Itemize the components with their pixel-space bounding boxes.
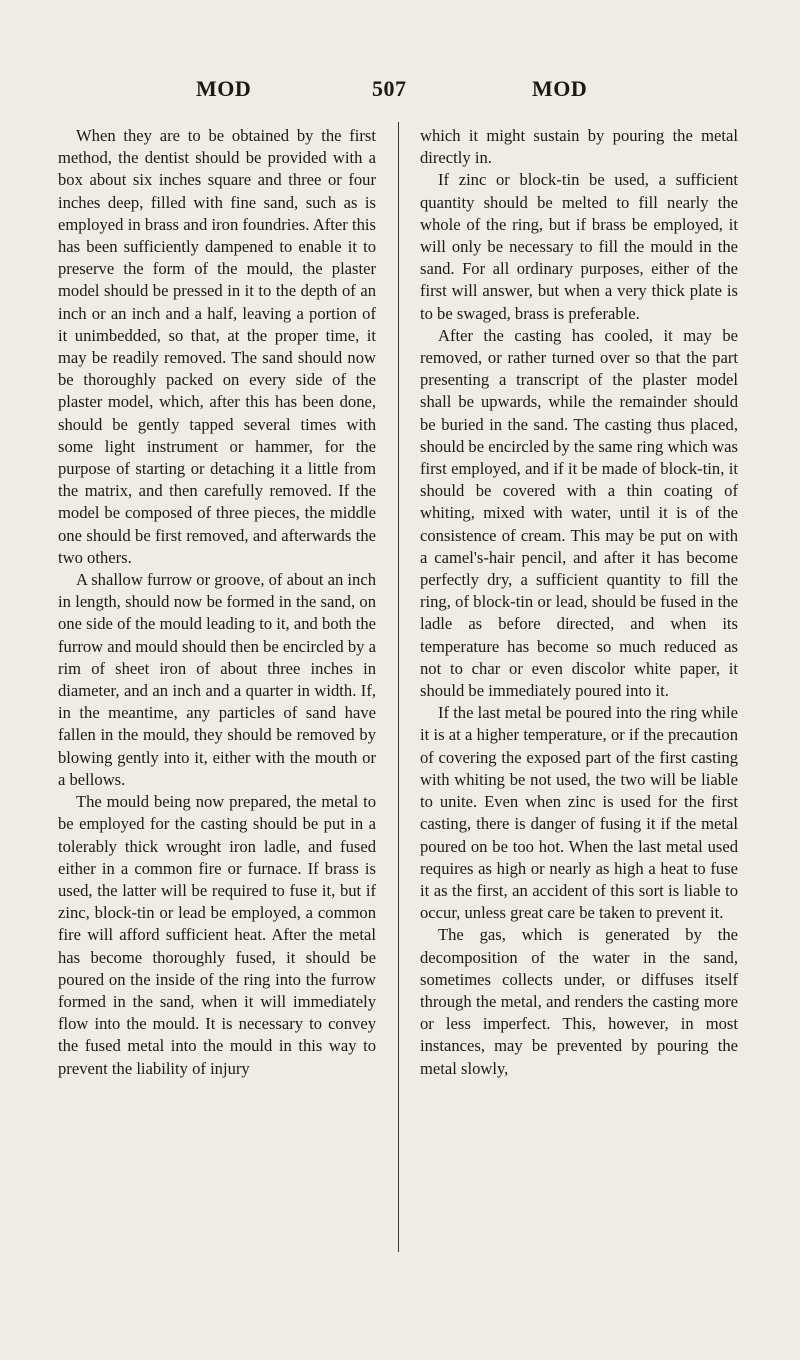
paragraph: If zinc or block-tin be used, a sufficient quantity should be melted to fill nearly the whole of the ring, but if brass be employed, it will only be necessary to fill the mould in the sand. For all ordinary purposes, either of the first will answer, but when a very thick plate is to be swaged, brass is preferable. [420, 170, 738, 323]
paragraph: When they are to be obtained by the first method, the dentist should be provided with a box about six inches square and three or four inches deep, filled with fine sand, such as is employed in brass and iron foundries. After this has been sufficiently dampened to enable it to preserve the form of the mould, the plaster model should be pressed in it to the depth of an inch or an inch and a half, leaving a portion of it unimbedded, so that, at the proper time, it may be readily removed. The sand should now be thoroughly packed on every side of the plaster model, which, after this has been done, should be gently tapped several times with some light instrument or hammer, for the purpose of starting or detaching it a little from the matrix, and then carefully removed. If the model be composed of three pieces, the middle one should be first removed, and afterwards the two others. [58, 126, 376, 567]
paragraph: A shallow furrow or groove, of about an inch in length, should now be formed in the sand, on one side of the mould leading to it, and both the furrow and mould should then be encircled by a rim of sheet iron of about three inches in diameter, and an inch and a quarter in width. If, in the meantime, any particles of sand have fallen in the mould, they should be removed by blowing gently into it, either with the mouth or a bellows. [58, 570, 376, 789]
header-left-word: MOD [196, 76, 252, 101]
right-column [420, 125, 738, 1080]
page-number: 507 [372, 76, 407, 101]
paragraph: The mould being now prepared, the metal to be employed for the casting should be put in a tolerably thick wrought iron ladle, and fused either in a common fire or furnace. If brass is used, the latter will be required to fuse it, but if zinc, block-tin or lead be employed, a common fire will afford sufficient heat. After the metal has become thoroughly fused, it should be poured on the inside of the ring into the furrow formed in the sand, when it will immediately flow into the mould. It is necessary to convey the fused metal into the mould in this way to prevent the liability of injury [58, 792, 376, 1078]
header-right-word: MOD [532, 76, 588, 101]
paragraph: The gas, which is generated by the decomposition of the water in the sand, sometimes collects under, or diffuses itself through the metal, and renders the casting more or less imperfect. This, however, in most instances, may be prevented by pouring the metal slowly, [420, 925, 738, 1078]
paragraph-continuation: which it might sustain by pouring the metal directly in. [420, 126, 738, 168]
paragraph: After the casting has cooled, it may be removed, or rather turned over so that the part presenting a transcript of the plaster model shall be upwards, while the remainder should be buried in the sand. The casting thus placed, should be encircled by the same ring which was first employed, and if it be made of block-tin, it should be covered with a thin coating of whiting, mixed with water, until it is of the consistence of cream. This may be put on with a camel's-hair pencil, and after it has become perfectly dry, a sufficient quantity to fill the ring, of block-tin or lead, should be fused in the ladle as before directed, and when its temperature has become so much reduced as not to char or even discolor white paper, it should be immediately poured into it. [420, 325, 738, 701]
column-divider [398, 122, 399, 1252]
paragraph: If the last metal be poured into the ring while it is at a higher temperature, or if the precaution of covering the exposed part of the first casting with whiting be not used, the two will be liable to unite. Even when zinc is used for the first casting, there is danger of fusing it if the metal poured on be too hot. When the last metal used requires as high or nearly as high a heat to fuse it as the first, an accident of this sort is liable to occur, unless great care be taken to prevent it. [420, 703, 738, 923]
left-column [58, 125, 376, 1080]
